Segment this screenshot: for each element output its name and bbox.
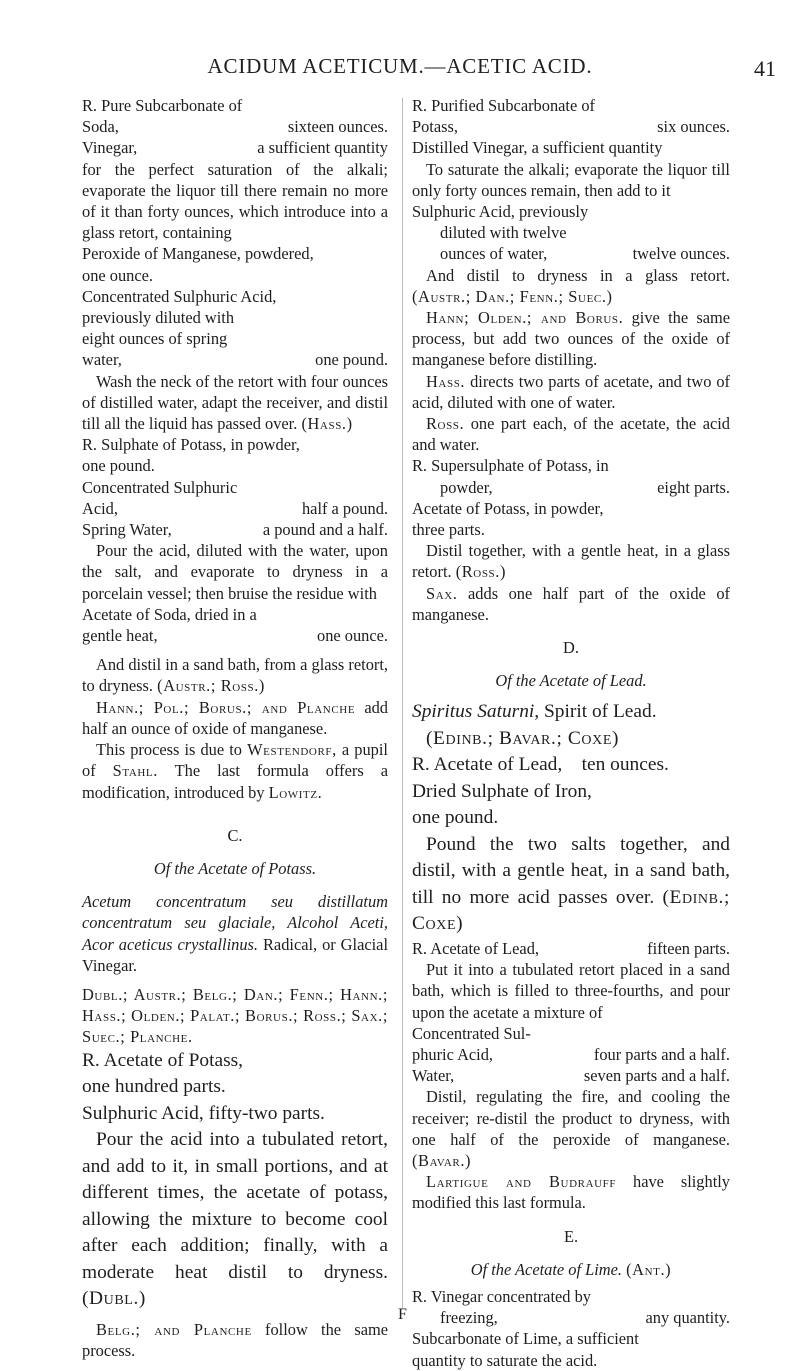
- paragraph: Distil, regulating the fire, and cooling the receiver; re-distil the product to dryness, with one half of the peroxide of manganese. (Bavar.): [412, 1087, 730, 1171]
- recipe-quantity: one ounce.: [82, 265, 153, 285]
- synonyms: Spiritus Saturni, Spirit of Lead.: [412, 701, 657, 723]
- recipe-line: R. Sulphate of Potass, in powder,: [82, 435, 300, 455]
- paragraph: Belg.; and Planche follow the same process.: [82, 1319, 388, 1360]
- left-column: [82, 95, 388, 1361]
- paragraph: Pour the acid, diluted with the water, upon the salt, and evaporate to dryness in a porcelain vessel; then bruise the residue with: [82, 541, 388, 603]
- recipe-line: Vinegar, a sufficient quantity: [82, 138, 388, 158]
- recipe-quantity: three parts.: [412, 520, 485, 540]
- recipe-line: R. Acetate of Potass,: [82, 1049, 244, 1071]
- recipe-line: Subcarbonate of Lime, a sufficient: [412, 1329, 639, 1349]
- recipe-line: R. Acetate of Lead, ten ounces.: [412, 754, 669, 776]
- recipe-line: ounces of water, twelve ounces.: [440, 244, 730, 264]
- section-letter: D.: [563, 638, 579, 658]
- paragraph: Pound the two salts together, and distil, with a gentle heat, in a sand bath, till no more acid passes over. (Edinb.; Coxe): [412, 833, 730, 935]
- running-title: ACIDUM ACETICUM.—ACETIC ACID.: [207, 54, 593, 78]
- recipe-line: Potass, six ounces.: [412, 117, 730, 137]
- signature-mark: F: [398, 1306, 407, 1323]
- paragraph: Put it into a tubulated retort placed in a sand bath, which is filled to three-fourths, and pour upon the acetate a mixture of: [412, 960, 730, 1022]
- recipe-line: Soda, sixteen ounces.: [82, 117, 388, 137]
- recipe-line: eight ounces of spring: [82, 329, 228, 349]
- recipe-line: gentle heat, one ounce.: [82, 626, 388, 646]
- recipe-line: Water, seven parts and a half.: [412, 1066, 730, 1086]
- recipe-line: R. Acetate of Lead, fifteen parts.: [412, 938, 730, 958]
- recipe-line: Concentrated Sul-: [412, 1023, 531, 1043]
- recipe-line: R. Pure Subcarbonate of: [82, 96, 243, 115]
- recipe-line: powder, eight parts.: [440, 477, 730, 497]
- recipe-line: Acid, half a pound.: [82, 498, 388, 518]
- recipe-line: Sulphuric Acid, fifty-two parts.: [82, 1102, 325, 1124]
- right-column: [412, 95, 730, 1371]
- recipe-line: Concentrated Sulphuric: [82, 477, 238, 497]
- recipe-line: diluted with twelve: [440, 223, 567, 243]
- recipe-quantity: one hundred parts.: [82, 1076, 226, 1098]
- recipe-line: R. Vinegar concentrated by: [412, 1287, 591, 1307]
- synonyms: Acetum concentratum seu distillatum concentratum seu glaciale, Alcohol Aceti, Acor aceticus crystallinus. Radical, or Glacial Vinegar.: [82, 892, 388, 975]
- paragraph: This process is due to Westendorf, a pupil of Stahl. The last formula offers a modification, introduced by Lowitz.: [82, 740, 388, 802]
- paragraph: To saturate the alkali; evaporate the liquor till only forty ounces remain, then add to it: [412, 159, 730, 200]
- paragraph: Distil together, with a gentle heat, in a glass retort. (Ross.): [412, 541, 730, 582]
- recipe-line: Peroxide of Manganese, powdered,: [82, 244, 314, 264]
- paragraph: And distil in a sand bath, from a glass retort, to dryness. (Austr.; Ross.): [82, 655, 388, 696]
- recipe-line: water, one pound.: [82, 350, 388, 370]
- recipe-line: Acetate of Potass, in powder,: [412, 498, 604, 518]
- pharmacopoeia-refs: (Edinb.; Bavar.; Coxe): [426, 727, 620, 749]
- recipe-line: R. Supersulphate of Potass, in: [412, 456, 609, 476]
- paragraph: Wash the neck of the retort with four ounces of distilled water, adapt the receiver, and distil till all the liquid has passed over. (Hass.): [82, 371, 388, 434]
- paragraph: Sax. adds one half part of the oxide of manganese.: [412, 583, 730, 624]
- recipe-line: freezing, any quantity.: [440, 1308, 730, 1328]
- paragraph: And distil to dryness in a glass retort. (Austr.; Dan.; Fenn.; Suec.): [412, 265, 730, 306]
- recipe-line: R. Purified Subcarbonate of: [412, 96, 595, 115]
- paragraph: Hass. directs two parts of acetate, and two of acid, diluted with one of water.: [412, 371, 730, 412]
- recipe-line: Sulphuric Acid, previously: [412, 202, 589, 222]
- pharmacopoeia-refs: Dubl.; Austr.; Belg.; Dan.; Fenn.; Hann.; Hass.; Olden.; Palat.; Borus.; Ross.; Sax.; Suec.; Planche.: [82, 984, 388, 1047]
- recipe-line: Dried Sulphate of Iron,: [412, 780, 592, 802]
- recipe-line: Acetate of Soda, dried in a: [82, 604, 257, 624]
- paragraph: Hann; Olden.; and Borus. give the same process, but add two ounces of the oxide of manganese before distilling.: [412, 308, 731, 370]
- section-letter: C.: [227, 825, 243, 845]
- section-title: Of the Acetate of Lead.: [495, 671, 647, 691]
- section-title: Of the Acetate of Lime. (Ant.): [470, 1259, 672, 1279]
- recipe-line: Distilled Vinegar, a sufficient quantity: [412, 138, 663, 158]
- paragraph: Hann.; Pol.; Borus.; and Planche add half an ounce of oxide of manganese.: [82, 697, 388, 738]
- recipe-line: quantity to saturate the acid.: [412, 1350, 598, 1370]
- paragraph: Pour the acid into a tubulated retort, and add to it, in small portions, and at different times, the acetate of potass, allowing the mixture to become cool after each addition; finally, with a moderate heat distil to dryness. (Dubl.): [82, 1129, 388, 1310]
- recipe-quantity: one pound.: [82, 456, 155, 476]
- recipe-line: Spring Water, a pound and a half.: [82, 520, 388, 540]
- recipe-line: previously diluted with: [82, 308, 235, 328]
- recipe-line: phuric Acid, four parts and a half.: [412, 1045, 730, 1064]
- section-letter: E.: [563, 1226, 579, 1246]
- column-divider: [402, 98, 403, 1308]
- recipe-quantity: one pound.: [412, 807, 499, 829]
- paragraph: Lartigue and Budrauff have slightly modified this last formula.: [412, 1172, 731, 1213]
- paragraph: Ross. one part each, of the acetate, the acid and water.: [412, 414, 730, 455]
- section-title: Of the Acetate of Potass.: [153, 858, 317, 878]
- paragraph: for the perfect saturation of the alkali; evaporate the liquor till there remain no more of it than forty ounces, which introduce into a glass retort, containing: [82, 159, 388, 243]
- recipe-line: Concentrated Sulphuric Acid,: [82, 286, 277, 306]
- page-number: 41: [754, 56, 776, 81]
